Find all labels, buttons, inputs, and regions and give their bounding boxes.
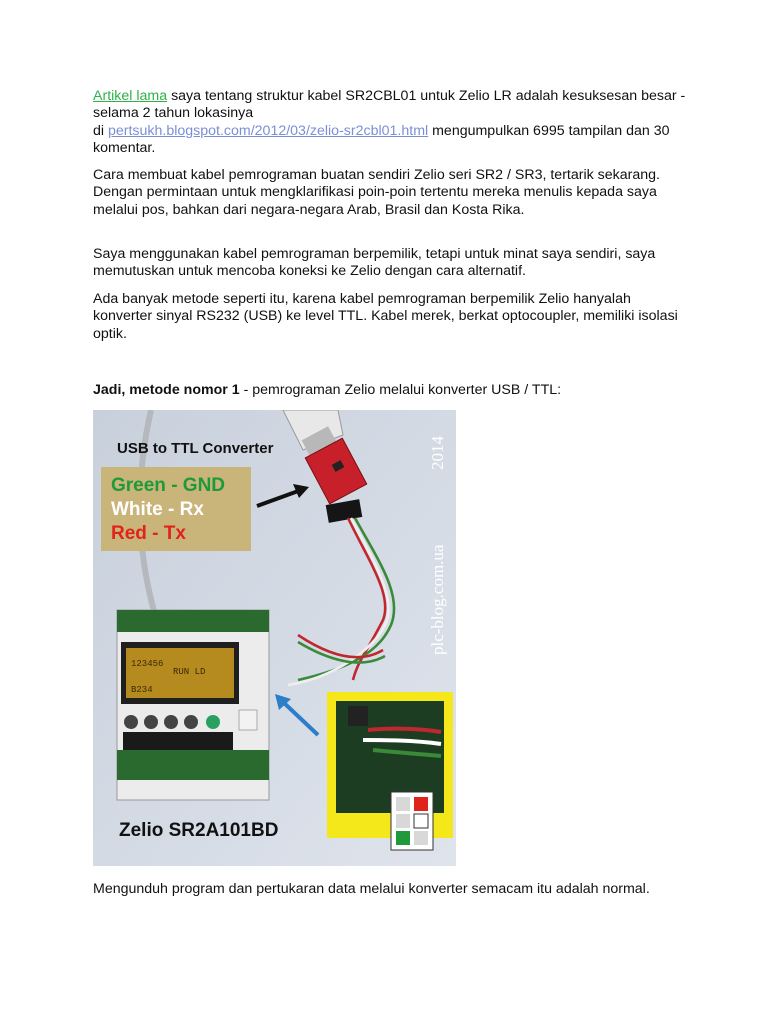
method-1-heading: Jadi, metode nomor 1 xyxy=(93,382,240,398)
paragraph-method-1 xyxy=(93,382,693,399)
blog-url-link[interactable]: pertsukh.blogspot.com/2012/03/zelio-sr2cbl01.html xyxy=(107,122,429,139)
paragraph-alternative: Saya menggunakan kabel pemrograman berpemilik, tetapi untuk minat saya sendiri, saya memutuskan untuk mencoba koneksi ke Zelio dengan cara alternatif. xyxy=(93,246,656,280)
lcd-line1: 123456 xyxy=(131,659,164,669)
paragraph-old-article-views: mengumpulkan 6995 tampilan dan 30 komentar. xyxy=(93,122,670,157)
zelio-device xyxy=(117,610,269,800)
pin-grid-icon xyxy=(391,792,433,850)
paragraph-cable-interest: Cara membuat kabel pemrograman buatan sendiri Zelio seri SR2 / SR3, tertarik sekarang. Dengan permintaan untuk mengklarifikasi poin-poin tertentu mereka menulis kepada saya melalui pos, bahkan dari negara-negara Arab, Brasil dan Kosta Rika. xyxy=(93,167,660,218)
site-watermark: plc-blog.com.ua xyxy=(428,544,447,655)
usb-ttl-zelio-photo xyxy=(93,410,456,866)
old-article-link[interactable]: Artikel lama xyxy=(93,88,168,104)
lcd-line3: B234 xyxy=(131,685,153,695)
connector-closeup-inset xyxy=(327,692,453,838)
legend-white: White - Rx xyxy=(111,499,204,520)
year-watermark: 2014 xyxy=(428,436,447,470)
paragraph-old-article-di: di xyxy=(93,122,108,139)
paragraph-old-article xyxy=(93,88,693,158)
paragraph-normal-download: Mengunduh program dan pertukaran data melalui konverter semacam itu adalah normal. xyxy=(93,881,650,897)
photo-title: USB to TTL Converter xyxy=(117,440,274,457)
lcd-line2: RUN LD xyxy=(173,667,206,677)
device-label: Zelio SR2A101BD xyxy=(119,820,279,841)
paragraph-methods: Ada banyak metode seperti itu, karena kabel pemrograman berpemilik Zelio hanyalah konverter sinyal RS232 (USB) ke level TTL. Kabel merek, berkat optocoupler, memiliki isolasi optik. xyxy=(93,291,678,342)
paragraph-old-article-text: saya tentang struktur kabel SR2CBL01 untuk Zelio LR adalah kesuksesan besar - selama 2 tahun lokasinya xyxy=(93,88,686,122)
legend-green: Green - GND xyxy=(111,475,226,496)
legend-red: Red - Tx xyxy=(111,523,186,544)
method-1-text: - pemrograman Zelio melalui konverter USB / TTL: xyxy=(239,382,562,398)
